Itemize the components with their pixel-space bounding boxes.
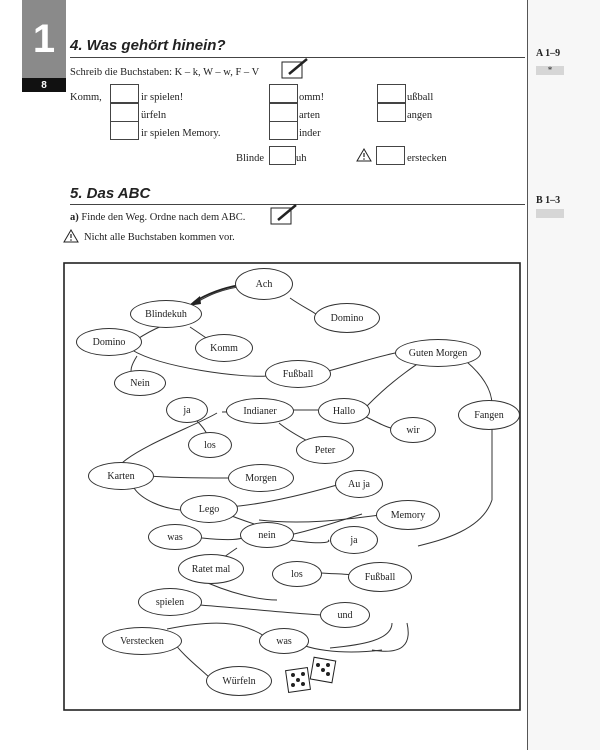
item-uh: uh [296, 153, 307, 164]
maze-word-verstecken: Verstecken [102, 627, 182, 655]
answer-box[interactable] [269, 146, 296, 165]
answer-box[interactable] [377, 84, 406, 103]
maze-word-was: was [148, 524, 202, 550]
pencil-icon [270, 204, 298, 226]
item-urfeln: ürfeln [141, 110, 167, 121]
page-number: 8 [22, 78, 66, 92]
maze-word-und: und [320, 602, 370, 628]
margin-divider [527, 0, 528, 750]
maze-word-memory: Memory [376, 500, 440, 530]
item-arten: arten [299, 110, 320, 121]
maze-word-wir: wir [390, 417, 436, 443]
maze-word-fussball: Fußball [348, 562, 412, 592]
maze-word-was: was [259, 628, 309, 654]
maze-word-komm: Komm [195, 334, 253, 362]
maze-word-indianer: Indianer [226, 398, 294, 424]
word-maze [62, 260, 522, 712]
dice-icon [286, 657, 336, 692]
maze-word-au-ja: Au ja [335, 470, 383, 498]
maze-word-ratet-mal: Ratet mal [178, 554, 244, 584]
maze-word-fangen: Fangen [458, 400, 520, 430]
answer-box[interactable] [110, 84, 139, 103]
item-omm: omm! [299, 92, 325, 103]
maze-word-peter: Peter [296, 436, 354, 464]
maze-word-ach: Ach [235, 268, 293, 300]
answer-box[interactable] [377, 103, 406, 122]
maze-word-lego: Lego [180, 495, 238, 523]
maze-word-nein: nein [240, 522, 294, 548]
maze-word-wurfeln: Würfeln [206, 666, 272, 696]
warning-icon [356, 148, 372, 162]
answer-box[interactable] [269, 103, 298, 122]
maze-word-ja: ja [330, 526, 378, 554]
answer-box[interactable] [110, 121, 139, 140]
item-ir-spielen-memory: ir spielen Memory. [141, 128, 221, 139]
section5-badge [536, 209, 564, 218]
maze-word-nein: Nein [114, 370, 166, 396]
instruction-label: a) [70, 212, 79, 223]
maze-word-fussball: Fußball [265, 360, 331, 388]
chapter-number: 1 [22, 0, 66, 78]
section5-note: Nicht alle Buchstaben kommen vor. [84, 232, 235, 243]
instruction-text: Finde den Weg. Ordne nach dem ABC. [81, 212, 246, 223]
item-ir-spielen: ir spielen! [141, 92, 184, 103]
section4-star-badge: * [536, 66, 564, 75]
maze-word-domino: Domino [314, 303, 380, 333]
margin-band [528, 0, 600, 750]
item-blinde: Blinde [236, 153, 264, 164]
maze-word-karten: Karten [88, 462, 154, 490]
maze-word-hallo: Hallo [318, 398, 370, 424]
item-inder: inder [299, 128, 321, 139]
maze-word-ja: ja [166, 397, 208, 423]
warning-icon [63, 229, 79, 243]
answer-box[interactable] [269, 84, 298, 103]
maze-word-los: los [188, 432, 232, 458]
answer-box[interactable] [269, 121, 298, 140]
item-komm: Komm, [70, 92, 102, 103]
item-erstecken: erstecken [407, 153, 447, 164]
section5-instruction [70, 212, 245, 223]
section4-instruction: Schreib die Buchstaben: K – k, W – w, F – V [70, 67, 260, 78]
maze-word-spielen: spielen [138, 588, 202, 616]
section5-ref: B 1–3 [536, 195, 561, 206]
section5-title: 5. Das ABC [70, 185, 151, 202]
item-angen: angen [407, 110, 433, 121]
section4-title: 4. Was gehört hinein? [70, 37, 226, 54]
pencil-icon [281, 58, 309, 80]
maze-word-morgen: Morgen [228, 464, 294, 492]
maze-word-guten-morgen: Guten Morgen [395, 339, 481, 367]
maze-word-blindekuh: Blindekuh [130, 300, 202, 328]
maze-word-los: los [272, 561, 322, 587]
answer-box[interactable] [376, 146, 405, 165]
item-ussball: ußball [407, 92, 434, 103]
section4-ref: A 1–9 [536, 48, 561, 59]
maze-word-domino: Domino [76, 328, 142, 356]
answer-box[interactable] [110, 103, 139, 122]
